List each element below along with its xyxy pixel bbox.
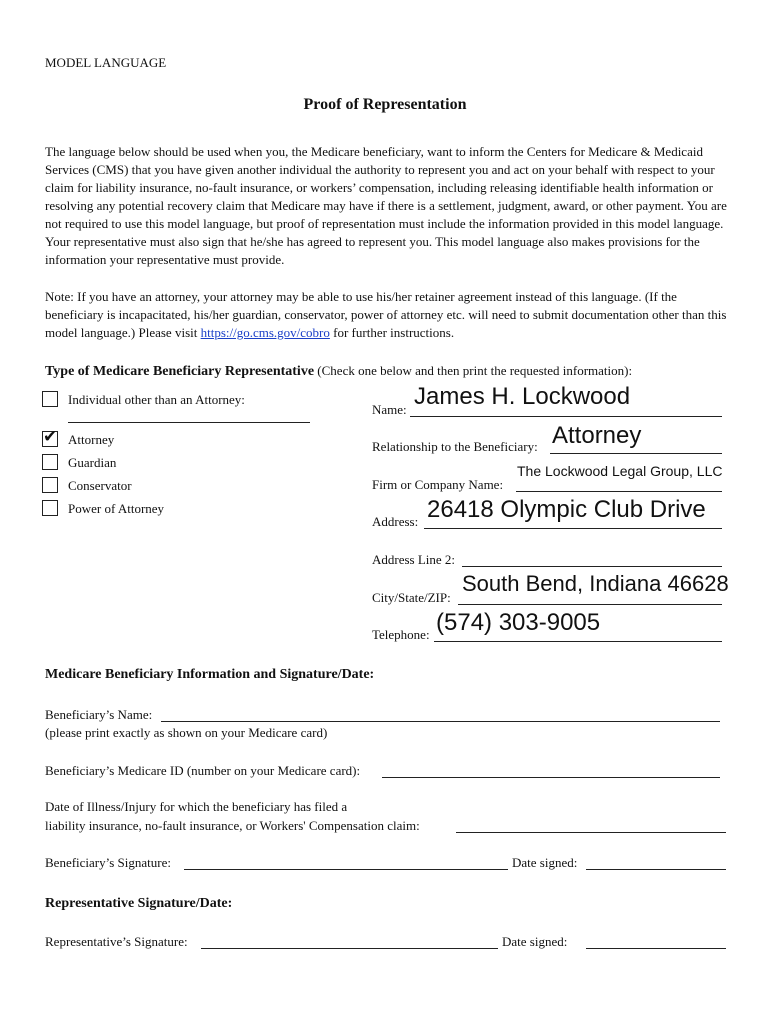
rep-type-heading [45, 363, 632, 380]
address-label: Address: [372, 514, 419, 529]
beneficiary-date-label: Date signed: [512, 855, 578, 870]
checkbox-power-of-attorney[interactable] [42, 500, 58, 516]
representative-date-label: Date signed: [502, 934, 568, 949]
name-value[interactable]: James H. Lockwood [414, 383, 631, 410]
beneficiary-signature-label: Beneficiary’s Signature: [45, 855, 171, 870]
medicare-id-label: Beneficiary’s Medicare ID (number on your Medicare card): [45, 763, 361, 778]
address2-line [462, 566, 722, 567]
representative-signature-line[interactable] [201, 948, 498, 949]
checkbox-individual[interactable] [42, 391, 58, 407]
model-language-label: MODEL LANGUAGE [45, 55, 167, 70]
beneficiary-signature-line[interactable] [184, 869, 508, 870]
name-line [410, 416, 722, 417]
illness-label-line1: Date of Illness/Injury for which the beneficiary has filed a [45, 799, 348, 814]
checkbox-attorney[interactable] [42, 427, 58, 447]
beneficiary-name-hint: (please print exactly as shown on your Medicare card) [45, 725, 328, 740]
check-mark-icon: ✔ [43, 427, 58, 447]
relationship-label: Relationship to the Beneficiary: [372, 439, 538, 454]
cobro-link[interactable]: https://go.cms.gov/cobro [200, 325, 330, 340]
phone-line [434, 641, 722, 642]
firm-label: Firm or Company Name: [372, 477, 504, 492]
note-paragraph [45, 288, 735, 342]
option-attorney-label: Attorney [68, 432, 115, 447]
name-label: Name: [372, 402, 407, 417]
phone-value[interactable]: (574) 303-9005 [436, 609, 601, 636]
address-value[interactable]: 26418 Olympic Club Drive [427, 496, 706, 523]
option-individual-label: Individual other than an Attorney: [68, 392, 245, 407]
firm-line [516, 491, 722, 492]
representative-heading: Representative Signature/Date: [45, 896, 233, 911]
city-line [458, 604, 722, 605]
rep-type-title: Type of Medicare Beneficiary Representative [45, 364, 315, 379]
city-value[interactable]: South Bend, Indiana 46628 [462, 571, 729, 596]
beneficiary-heading: Medicare Beneficiary Information and Signature/Date: [45, 667, 375, 682]
rep-type-instruction: (Check one below and then print the requested information): [314, 363, 633, 378]
option-poa-label: Power of Attorney [68, 501, 165, 516]
illness-label-line2: liability insurance, no-fault insurance, or Workers' Compensation claim: [45, 818, 420, 833]
medicare-id-line[interactable] [382, 777, 720, 778]
phone-label: Telephone: [372, 627, 430, 642]
option-conservator-label: Conservator [68, 478, 132, 493]
address-line [424, 528, 722, 529]
intro-paragraph: The language below should be used when you, the Medicare beneficiary, want to inform the Centers for Medicare & Medicaid Services (CMS) that you have given another individual the authority to represent you and act on your behalf with respect to your claim for liability insurance, no-fault insurance, or workers’ compensation, including releasing identifiable health information or resolving any potential recovery claim that Medicare may have if there is a settlement, judgment, award, or other payment. You are not required to use this model language, but proof of representation must include the information provided in this model language. Your representative must also sign that he/she has agreed to represent you. This model language also makes provisions for the information your representative must provide. [45, 144, 727, 267]
relationship-value[interactable]: Attorney [552, 422, 642, 449]
representative-date-line[interactable] [586, 948, 726, 949]
note-text: Note: If you have an attorney, your attorney may be able to use his/her retainer agreement instead of this language. (If the beneficiary is incapacitated, his/her guardian, conservator, power of attorney etc. will need to submit documentation other than this model language.) Please visit [45, 289, 727, 340]
beneficiary-name-line[interactable] [161, 721, 720, 722]
relationship-line [550, 453, 722, 454]
address2-label: Address Line 2: [372, 552, 456, 567]
beneficiary-date-line[interactable] [586, 869, 726, 870]
individual-line [68, 422, 310, 423]
firm-value[interactable]: The Lockwood Legal Group, LLC [517, 463, 723, 479]
city-label: City/State/ZIP: [372, 590, 451, 605]
page-title: Proof of Representation [303, 96, 467, 113]
checkbox-conservator[interactable] [42, 477, 58, 493]
beneficiary-name-label: Beneficiary’s Name: [45, 707, 153, 722]
option-guardian-label: Guardian [68, 455, 117, 470]
illness-date-line[interactable] [456, 832, 726, 833]
note-text-end: for further instructions. [329, 325, 455, 340]
checkbox-guardian[interactable] [42, 454, 58, 470]
representative-signature-label: Representative’s Signature: [45, 934, 188, 949]
